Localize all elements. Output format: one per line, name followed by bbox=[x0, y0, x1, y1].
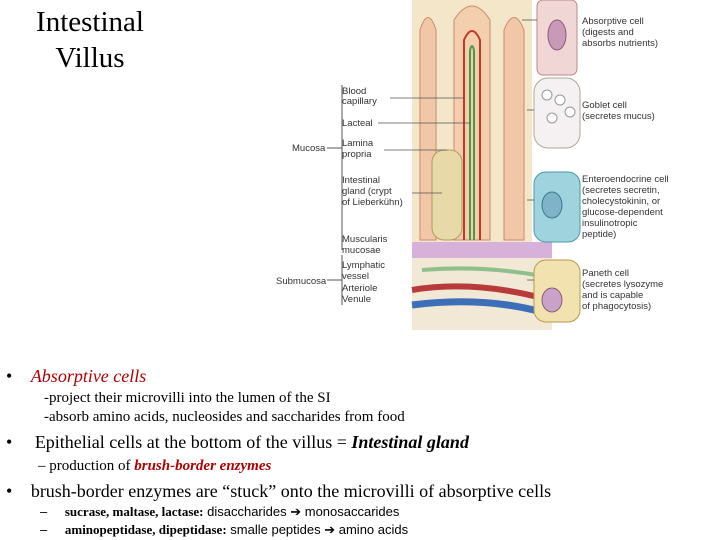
monosaccarides-text: monosaccarides bbox=[301, 504, 400, 519]
amino-acids-text: amino acids bbox=[335, 522, 409, 537]
label-blood-capillary: Blood bbox=[342, 86, 367, 97]
disaccharides-text: disaccharides bbox=[203, 504, 291, 519]
svg-text:(digests and: (digests and bbox=[582, 27, 634, 38]
arrow-icon: ➔ bbox=[290, 504, 302, 519]
label-lymphatic-vessel: Lymphatic bbox=[342, 260, 385, 271]
dash-marker: – bbox=[40, 522, 48, 537]
title-line-1: Intestinal bbox=[36, 6, 144, 38]
label-goblet-cell: Goblet cell bbox=[582, 100, 627, 111]
slide-title bbox=[20, 4, 160, 76]
label-intestinal-gland-2: gland (crypt bbox=[342, 186, 392, 197]
epithelial-text: Epithelial cells at the bottom of the villus = bbox=[34, 432, 352, 452]
bullet-epithelial-cells bbox=[6, 431, 469, 453]
label-muscularis-mucosae: Muscularis bbox=[342, 234, 388, 245]
peptidase-names: aminopeptidase, dipeptidase: bbox=[64, 522, 227, 537]
peptides-text: smalle peptides bbox=[226, 522, 325, 537]
absorptive-cell-nucleus bbox=[548, 20, 566, 50]
svg-text:glucose-dependent: glucose-dependent bbox=[582, 207, 663, 218]
intestinal-villus-diagram bbox=[272, 0, 712, 332]
absorptive-line-1: -project their microvilli into the lumen of the SI bbox=[44, 390, 331, 406]
label-blood-capillary-2: capillary bbox=[342, 96, 377, 107]
svg-text:insulinotropic: insulinotropic bbox=[582, 218, 638, 229]
svg-text:peptide): peptide) bbox=[582, 229, 617, 240]
bullet-absorptive-cells bbox=[6, 365, 146, 387]
enzyme-line-disaccharidases bbox=[40, 503, 399, 520]
label-absorptive-cell: Absorptive cell bbox=[582, 16, 644, 27]
label-venule: Venule bbox=[342, 294, 372, 305]
label-muscularis-mucosae-2: mucosae bbox=[342, 245, 381, 256]
absorptive-line-2: -absorb amino acids, nucleosides and saccharides from food bbox=[44, 409, 405, 425]
label-enteroendocrine-cell: Enteroendocrine cell bbox=[582, 174, 669, 185]
label-intestinal-gland-3: of Lieberkühn) bbox=[342, 197, 403, 208]
dash-marker: – bbox=[40, 504, 48, 519]
muscularis-mucosae bbox=[412, 242, 552, 258]
arrow-icon: ➔ bbox=[324, 522, 336, 537]
label-paneth-cell: Paneth cell bbox=[582, 268, 630, 279]
svg-text:absorbs nutrients): absorbs nutrients) bbox=[582, 38, 659, 49]
intestinal-gland bbox=[432, 150, 462, 240]
svg-text:and is capable: and is capable bbox=[582, 290, 644, 301]
brush-border-production-line bbox=[38, 457, 271, 475]
svg-text:cholecystokinin, or: cholecystokinin, or bbox=[582, 196, 661, 207]
disaccharidase-names: sucrase, maltase, lactase: bbox=[64, 504, 204, 519]
enzyme-line-peptidases bbox=[40, 521, 408, 538]
label-lacteal: Lacteal bbox=[342, 118, 373, 129]
svg-text:of phagocytosis): of phagocytosis) bbox=[582, 301, 652, 312]
bullet-marker: • bbox=[6, 432, 13, 452]
production-prefix: – production of bbox=[38, 458, 135, 474]
title-line-2: Villus bbox=[55, 42, 125, 74]
absorptive-cells-heading: Absorptive cells bbox=[30, 366, 147, 386]
label-intestinal-gland: Intestinal bbox=[342, 175, 381, 186]
label-arteriole: Arteriole bbox=[342, 283, 378, 294]
label-submucosa: Submucosa bbox=[276, 276, 327, 287]
brush-border-enzymes-term: brush-border enzymes bbox=[134, 458, 272, 474]
svg-text:(secretes secretin,: (secretes secretin, bbox=[582, 185, 660, 196]
brush-border-text: brush-border enzymes are “stuck” onto the microvilli of absorptive cells bbox=[30, 481, 552, 501]
label-lamina-propria: Lamina bbox=[342, 138, 374, 149]
bullet-brush-border bbox=[6, 480, 551, 502]
villus-right bbox=[504, 18, 524, 241]
intestinal-gland-term: Intestinal gland bbox=[351, 432, 469, 452]
svg-text:(secretes mucus): (secretes mucus) bbox=[582, 111, 655, 122]
label-lamina-propria-2: propria bbox=[342, 149, 372, 160]
bullet-marker: • bbox=[6, 481, 13, 501]
bullet-marker: • bbox=[6, 366, 13, 386]
label-lymphatic-vessel-2: vessel bbox=[342, 271, 369, 282]
svg-text:(secretes lysozyme: (secretes lysozyme bbox=[582, 279, 664, 290]
label-mucosa: Mucosa bbox=[292, 143, 326, 154]
